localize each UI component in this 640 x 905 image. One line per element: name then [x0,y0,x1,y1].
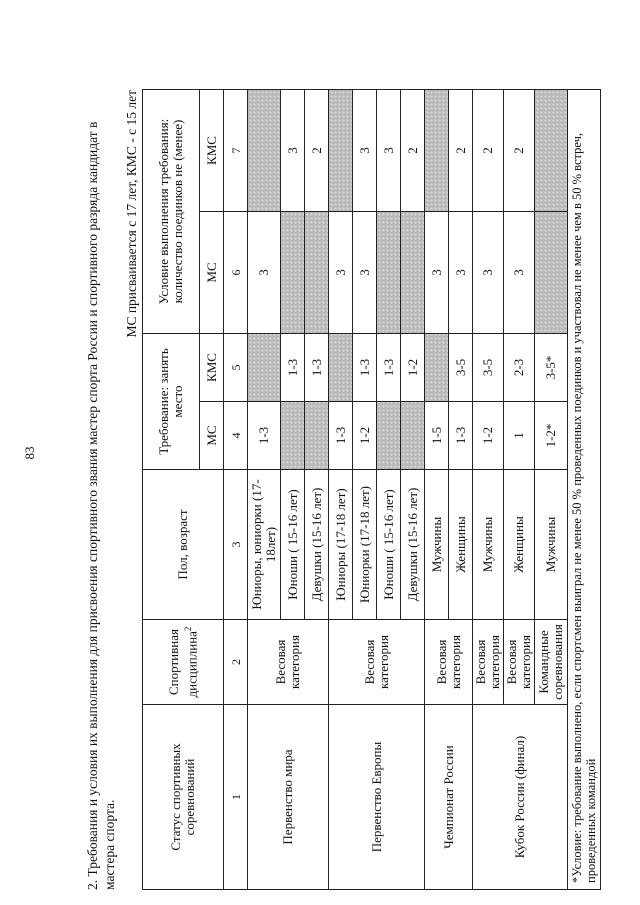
table-header-row [143,89,200,889]
kms-count-cell: 3 [353,89,377,211]
table-row [425,89,449,889]
ms-count-cell: 3 [473,211,504,333]
ms-place-cell [281,402,305,470]
kms-count-cell: 2 [449,89,473,211]
kms-place-cell [329,333,353,401]
ms-count-cell [281,211,305,333]
kms-count-cell [535,89,568,211]
gender-cell: Женщины [504,470,535,620]
kms-place-cell [425,333,449,401]
footnote-row [568,89,601,889]
age-note: МС присваивается с 17 лет, КМС - с 15 лет [124,90,139,338]
gender-cell: Юниоры, юниорки (17-18лет) [248,470,281,620]
section-heading: 2. Требования и условия их выполнения для присвоения спортивного звания мастер спорта России и спортивного разряда кандидат в мастера спорта. [85,121,117,890]
discipline-cell: Весовая категория [248,620,329,705]
ms-count-cell: 3 [329,211,353,333]
col-number: 1 [224,705,248,890]
kms-count-cell: 2 [504,89,535,211]
ms-place-cell: 1-3 [248,402,281,470]
status-cell: Чемпионат России [425,705,473,890]
discipline-cell: Командные соревнования [535,620,568,705]
page-number: 83 [22,446,37,460]
kms-count-cell [329,89,353,211]
ms-count-cell [401,211,425,333]
table-row [248,89,281,889]
gender-cell: Юноши ( 15-16 лет) [377,470,401,620]
ms-count-cell: 3 [504,211,535,333]
kms-count-cell: 2 [401,89,425,211]
discipline-cell: Весовая категория [473,620,504,705]
ms-place-cell: 1 [504,402,535,470]
ms-count-cell [535,211,568,333]
ms-place-cell: 1-3 [329,402,353,470]
gender-cell: Девушки (15-16 лет) [305,470,329,620]
gender-cell: Юниорки (17-18 лет) [353,470,377,620]
ms-count-cell: 3 [425,211,449,333]
header-discipline: Спортивная дисциплина$^2$ [143,620,224,705]
ms-place-cell: 1-5 [425,402,449,470]
column-number-row [224,89,248,889]
requirements-table [142,89,601,890]
header-gender-age: Пол, возраст [143,470,224,620]
kms-place-cell: 2-3 [504,333,535,401]
header-condition: Условие выполнения требования: количество поединков не (менее) [143,89,200,333]
col-number: 7 [224,89,248,211]
ms-place-cell: 1-3 [449,402,473,470]
ms-count-cell [305,211,329,333]
ms-count-cell: 3 [449,211,473,333]
gender-cell: Юниоры (17-18 лет) [329,470,353,620]
col-number: 4 [224,402,248,470]
kms-place-cell: 1-3 [281,333,305,401]
kms-place-cell: 3-5* [535,333,568,401]
ms-place-cell: 1-2* [535,402,568,470]
gender-cell: Мужчины [535,470,568,620]
kms-count-cell: 3 [281,89,305,211]
gender-cell: Мужчины [425,470,449,620]
gender-cell: Юноши ( 15-16 лет) [281,470,305,620]
ms-place-cell [377,402,401,470]
header-status: Статус спортивных соревнований [143,705,224,890]
ms-count-cell: 3 [353,211,377,333]
table-row [329,89,353,889]
col-number: 3 [224,470,248,620]
col-number: 6 [224,211,248,333]
ms-place-cell: 1-2 [473,402,504,470]
subheader-kms: КМС [200,89,224,211]
subheader-kms: КМС [200,333,224,401]
kms-count-cell [248,89,281,211]
gender-cell: Женщины [449,470,473,620]
ms-count-cell [377,211,401,333]
gender-cell: Девушки (15-16 лет) [401,470,425,620]
kms-count-cell: 3 [377,89,401,211]
table-row [473,89,504,889]
ms-place-cell: 1-2 [353,402,377,470]
status-cell: Первенство Европы [329,705,425,890]
footnote: *Условие: требование выполнено, если спортсмен выиграл не менее 50 % проведенных поединков и участвовал не менее чем в 50 % встреч, проведенных командой [568,89,601,889]
kms-place-cell: 3-5 [473,333,504,401]
col-number: 5 [224,333,248,401]
discipline-cell: Весовая категория [425,620,473,705]
gender-cell: Мужчины [473,470,504,620]
kms-place-cell: 1-3 [353,333,377,401]
kms-place-cell [248,333,281,401]
subheader-ms: МС [200,211,224,333]
status-cell: Кубок России (финал) [473,705,568,890]
kms-place-cell: 1-3 [377,333,401,401]
kms-count-cell: 2 [305,89,329,211]
col-number: 2 [224,620,248,705]
discipline-cell: Весовая категория [504,620,535,705]
kms-place-cell: 1-3 [305,333,329,401]
rotated-page-content [84,90,640,890]
header-place: Требование: занять место [143,333,200,469]
discipline-cell: Весовая категория [329,620,425,705]
ms-place-cell [401,402,425,470]
kms-place-cell: 1-2 [401,333,425,401]
ms-count-cell: 3 [248,211,281,333]
ms-place-cell [305,402,329,470]
kms-place-cell: 3-5 [449,333,473,401]
subheader-ms: МС [200,402,224,470]
status-cell: Первенство мира [248,705,329,890]
kms-count-cell [425,89,449,211]
kms-count-cell: 2 [473,89,504,211]
